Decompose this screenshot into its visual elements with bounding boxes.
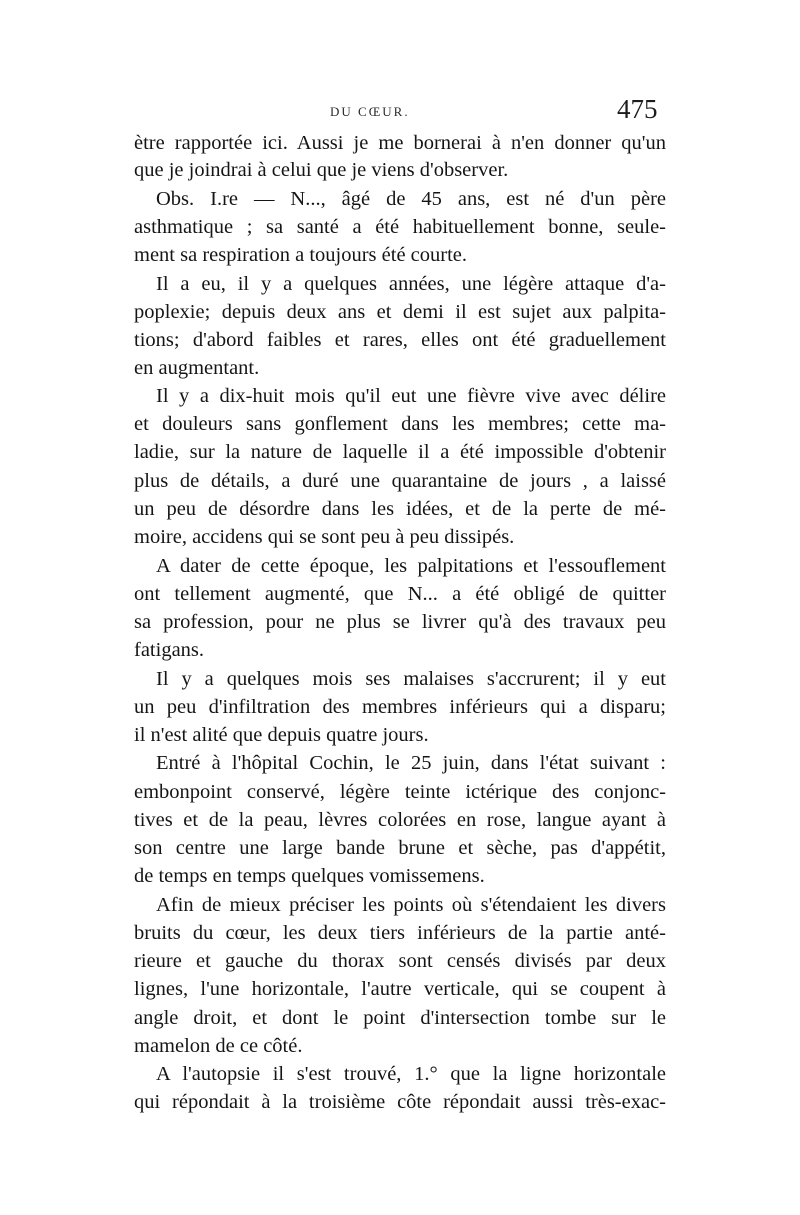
text-line: Obs. I.re — N..., âgé de 45 ans, est né d'un père	[156, 188, 666, 210]
text-line: ètre rapportée ici. Aussi je me bornerai à n'en donner qu'un	[134, 132, 666, 154]
text-line: mamelon de ce côté.	[134, 1035, 303, 1057]
text-line: A dater de cette époque, les palpitations et l'essouflement	[156, 555, 666, 577]
text-line: fatigans.	[134, 639, 205, 661]
text-line: Entré à l'hôpital Cochin, le 25 juin, dans l'état suivant :	[156, 752, 666, 774]
text-line: il n'est alité que depuis quatre jours.	[134, 724, 429, 746]
text-line: poplexie; depuis deux ans et demi il est sujet aux palpita-	[134, 301, 666, 323]
text-line: Afin de mieux préciser les points où s'étendaient les divers	[156, 894, 666, 916]
text-line: bruits du cœur, les deux tiers inférieurs de la partie anté-	[134, 922, 666, 944]
text-line: tions; d'abord faibles et rares, elles ont été graduellement	[134, 329, 666, 351]
text-line: en augmentant.	[134, 357, 260, 379]
text-line: rieure et gauche du thorax sont censés divisés par deux	[134, 950, 666, 972]
running-head: DU CŒUR.	[330, 104, 410, 119]
text-line: Il y a quelques mois ses malaises s'accrurent; il y eut	[156, 668, 666, 690]
text-line: Il y a dix-huit mois qu'il eut une fièvre vive avec délire	[156, 385, 666, 407]
text-line: moire, accidens qui se sont peu à peu dissipés.	[134, 526, 515, 548]
text-line: ladie, sur la nature de laquelle il a été impossible d'obtenir	[134, 441, 666, 463]
text-line: de temps en temps quelques vomissemens.	[134, 865, 485, 887]
text-line: angle droit, et dont le point d'intersection tombe sur le	[134, 1007, 666, 1029]
text-line: qui répondait à la troisième côte répondait aussi très-exac-	[134, 1091, 666, 1113]
text-line: un peu d'infiltration des membres inférieurs qui a disparu;	[134, 696, 666, 718]
text-line: un peu de désordre dans les idées, et de la perte de mé-	[134, 498, 666, 520]
text-line: Il a eu, il y a quelques années, une légère attaque d'a-	[156, 273, 666, 295]
text-line: lignes, l'une horizontale, l'autre verticale, qui se coupent à	[134, 978, 666, 1000]
text-line: A l'autopsie il s'est trouvé, 1.° que la ligne horizontale	[156, 1063, 666, 1085]
text-line: asthmatique ; sa santé a été habituellement bonne, seule-	[134, 216, 666, 238]
text-line: et douleurs sans gonflement dans les membres; cette ma-	[134, 413, 666, 435]
text-line: tives et de la peau, lèvres colorées en rose, langue ayant à	[134, 809, 666, 831]
text-line: sa profession, pour ne plus se livrer qu'à des travaux peu	[134, 611, 666, 633]
text-line: ment sa respiration a toujours été courte.	[134, 244, 468, 266]
text-line: que je joindrai à celui que je viens d'observer.	[134, 159, 509, 181]
text-line: plus de détails, a duré une quarantaine de jours , a laissé	[134, 470, 666, 492]
text-line: embonpoint conservé, légère teinte ictérique des conjonc-	[134, 781, 666, 803]
text-line: ont tellement augmenté, que N... a été obligé de quitter	[134, 583, 666, 605]
page-number: 475	[617, 94, 658, 124]
text-line: son centre une large bande brune et sèche, pas d'appétit,	[134, 837, 666, 859]
